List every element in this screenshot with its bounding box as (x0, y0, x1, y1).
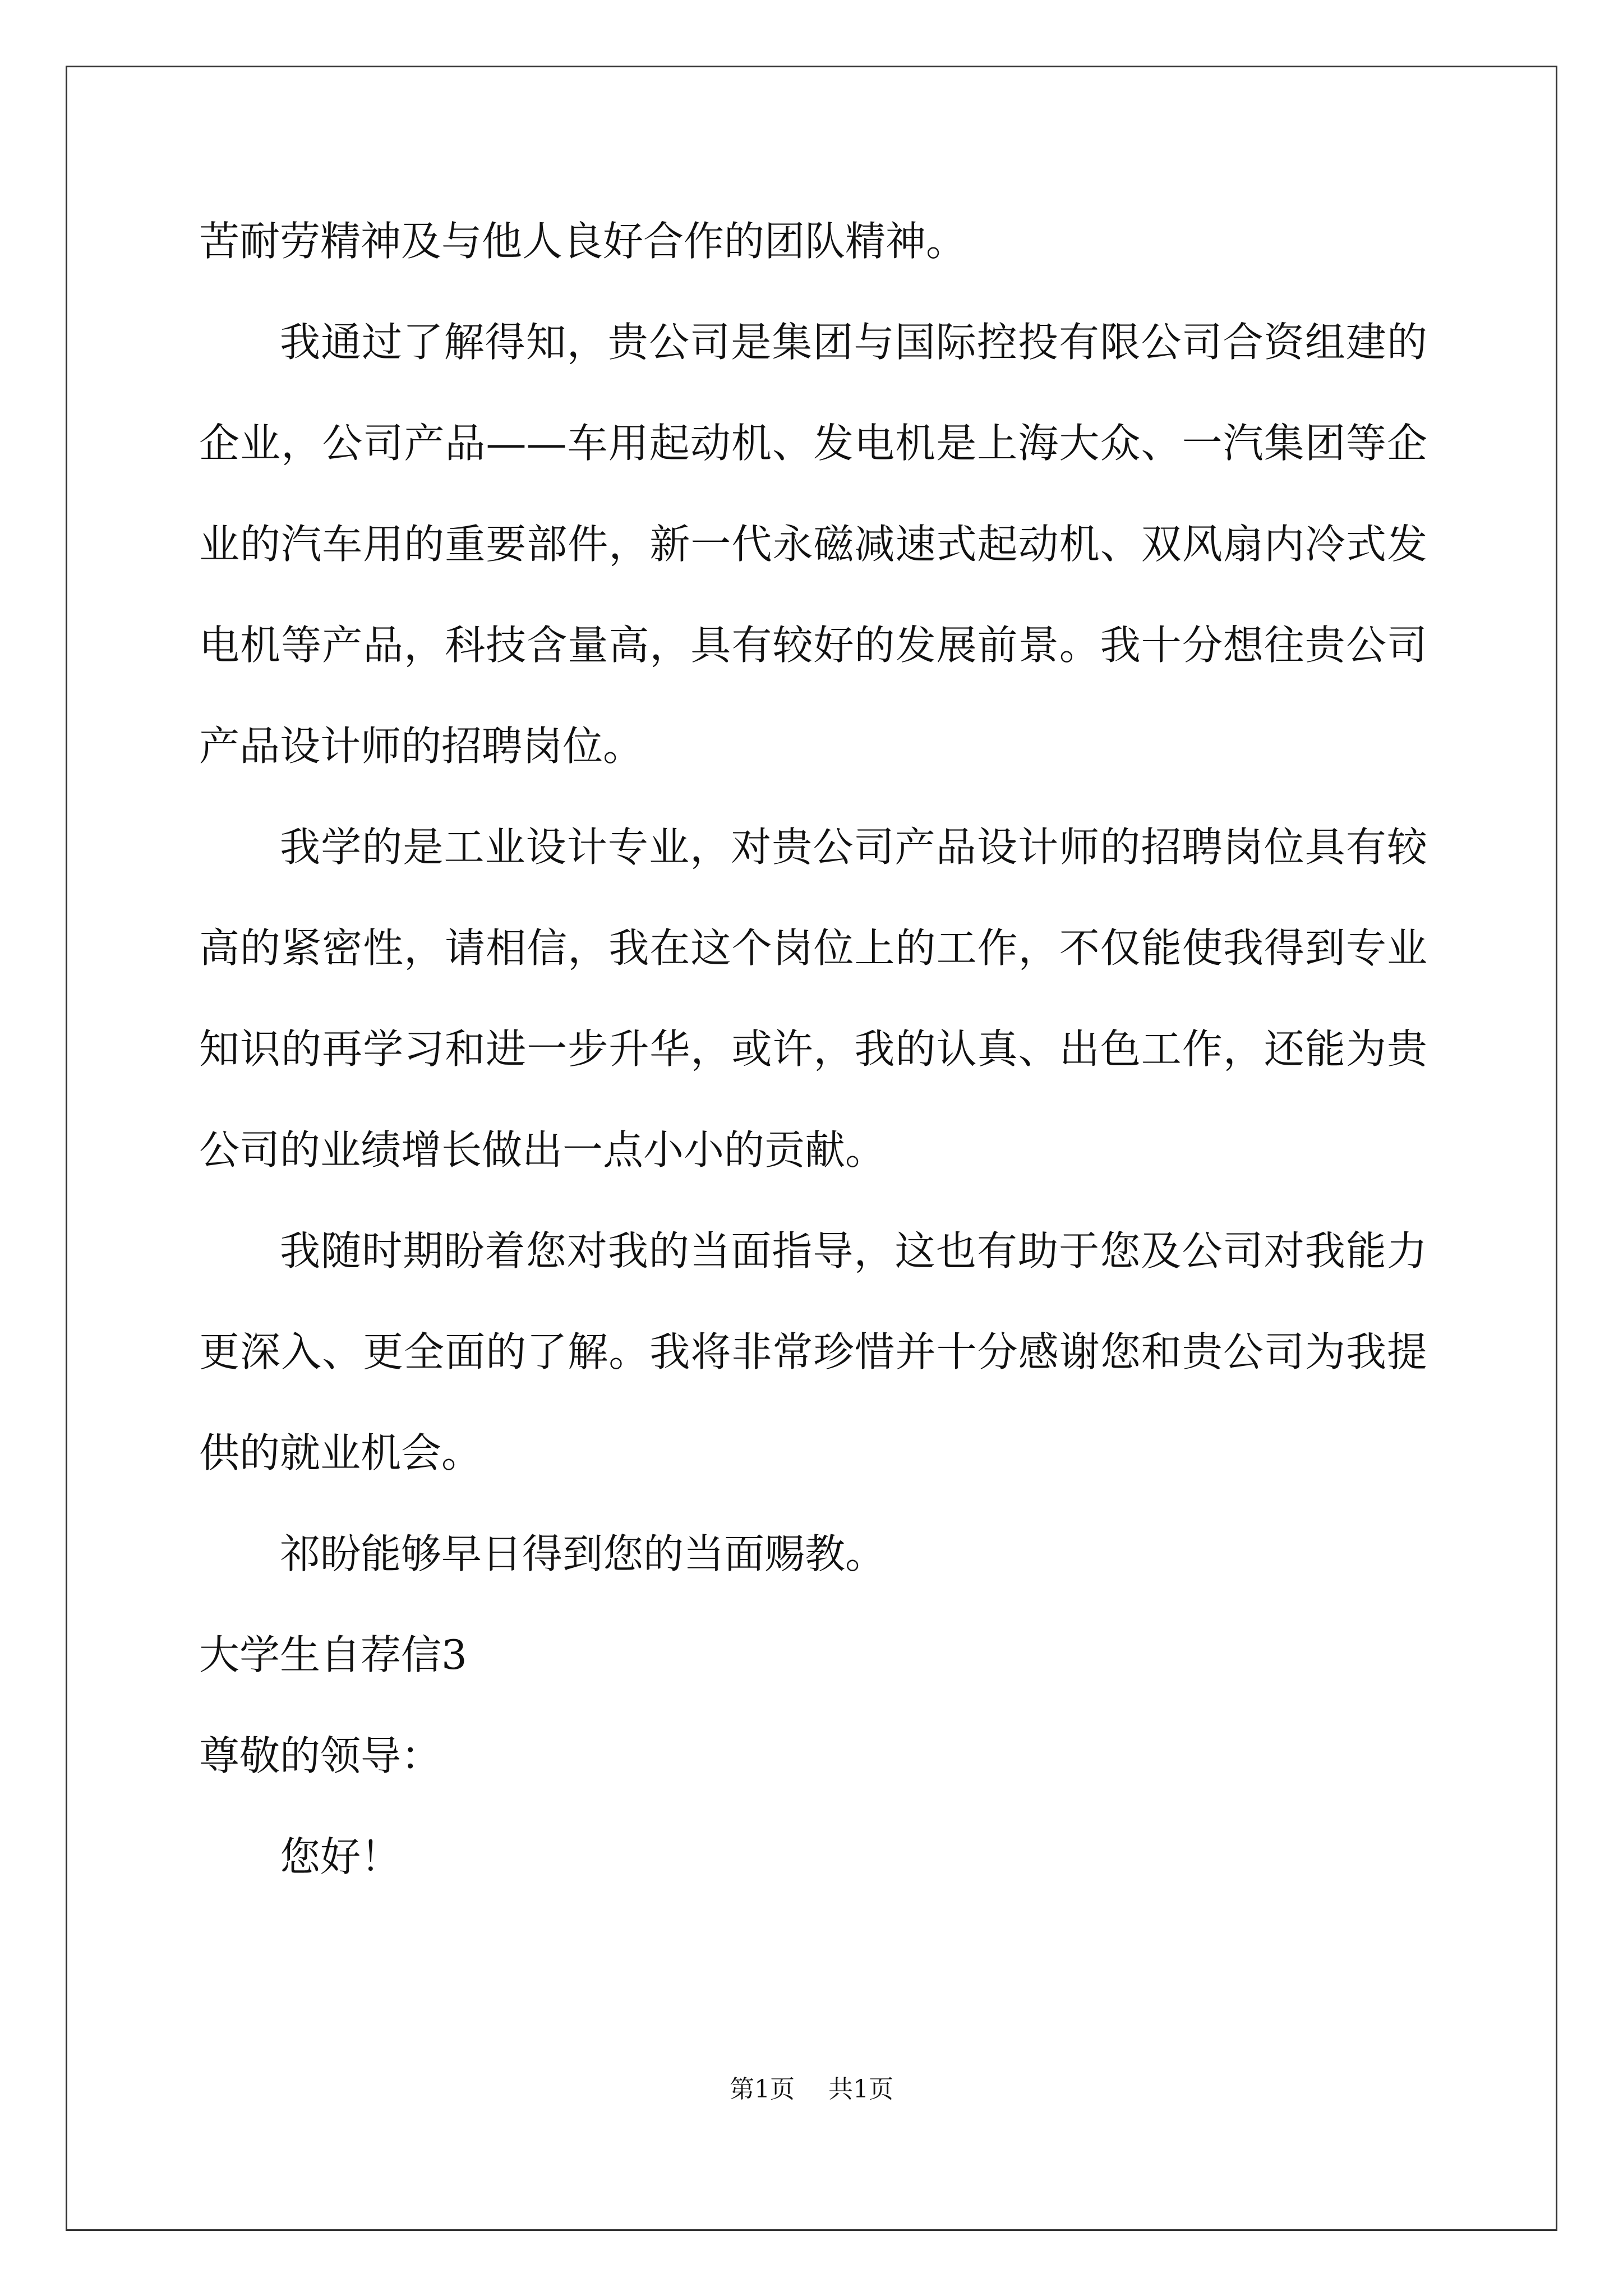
page-total: 共1页 (828, 2075, 893, 2104)
paragraph-3: 我学的是工业设计专业，对贵公司产品设计师的招聘岗位具有较高的紧密性，请相信，我在这个岗位上的工作，不仅能使我得到专业知识的再学习和进一步升华，或许，我的认真、出色工作，还能为贵公司的业绩增长做出一点小小的贡献。 (199, 823, 1427, 1174)
paragraph-5: 祁盼能够早日得到您的当面赐教。 (280, 1530, 886, 1577)
section-heading: 大学生自荐信3 (199, 1631, 467, 1678)
page-number: 第1页 (730, 2075, 795, 2104)
paragraph-1: 苦耐劳精神及与他人良好合作的团队精神。 (199, 218, 967, 265)
document-body (199, 191, 1427, 1907)
paragraph-4: 我随时期盼着您对我的当面指导，这也有助于您及公司对我能力更深入、更全面的了解。我将非常珍惜并十分感谢您和贵公司为我提供的就业机会。 (199, 1227, 1427, 1476)
paragraph-2: 我通过了解得知，贵公司是集团与国际控投有限公司合资组建的企业，公司产品——车用起动机、发电机是上海大众、一汽集团等企业的汽车用的重要部件，新一代永磁减速式起动机、双风扇内冷式发电机等产品，科技含量高，具有较好的发展前景。我十分想往贵公司产品设计师的招聘岗位。 (199, 319, 1427, 770)
greeting: 您好！ (280, 1833, 402, 1880)
page-footer (0, 2073, 1623, 2106)
salutation: 尊敬的领导： (199, 1732, 442, 1779)
